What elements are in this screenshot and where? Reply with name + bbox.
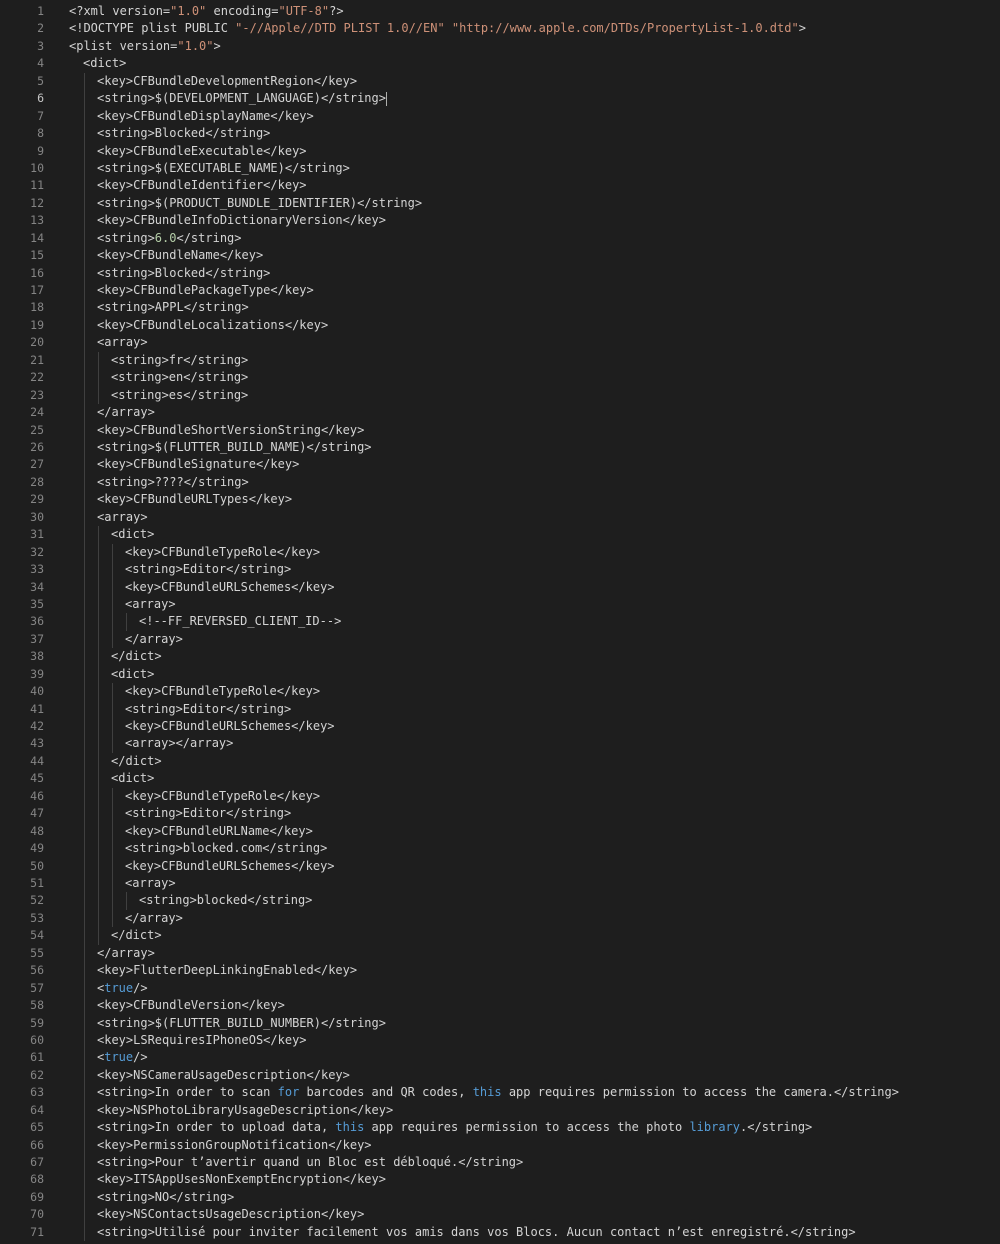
code-line[interactable] [97,1067,350,1084]
code-token: ?> [329,4,344,18]
code-line[interactable] [125,631,183,648]
line-number: 17 [30,283,44,298]
line-number: 61 [30,1050,44,1065]
code-line[interactable] [125,544,320,561]
code-token: "1.0" [170,4,207,18]
line-number: 50 [30,858,44,873]
code-token: <string>Editor</string> [125,806,292,821]
line-number: 44 [30,753,44,768]
code-token: <string>blocked</string> [139,893,313,908]
code-token: 6.0 [154,230,177,245]
code-token [445,21,452,35]
code-token: <string>NO</string> [97,1189,235,1204]
code-token: <key>CFBundleIdentifier</key> [97,178,307,193]
line-number: 59 [30,1015,44,1030]
code-line[interactable] [97,1206,364,1223]
code-line[interactable] [97,1049,148,1066]
code-token: <key>CFBundleLocalizations</key> [97,317,329,332]
code-token: <string>$(DEVELOPMENT_LANGUAGE)</string> [97,91,386,106]
code-token: .</string> [740,1120,813,1135]
code-line[interactable] [97,1189,234,1206]
line-number: 62 [30,1067,44,1082]
code-line[interactable] [69,38,221,55]
code-token: for [277,1085,300,1100]
code-token: <dict> [111,771,155,786]
code-line[interactable] [97,422,364,439]
code-token: </dict> [111,649,162,664]
code-token: > [798,21,806,36]
line-number: 18 [30,300,44,315]
code-token: <string>$(PRODUCT_BUNDLE_IDENTIFIER)</string> [97,195,423,210]
code-token: <key>LSRequiresIPhoneOS</key> [97,1032,307,1047]
line-number: 4 [37,56,44,71]
code-token: < [97,980,105,995]
code-line[interactable] [125,910,183,927]
code-token: <key>CFBundleTypeRole</key> [125,788,321,803]
code-token: true [104,1050,134,1065]
code-token: <string>????</string> [97,474,249,489]
code-token: <string>Pour t’avertir quand un Bloc est débloqué.</string> [97,1155,524,1170]
code-line[interactable] [111,387,248,404]
code-line[interactable] [125,718,335,735]
code-token: <dict> [111,666,155,681]
code-line[interactable] [97,1119,812,1136]
code-token: <key>CFBundleTypeRole</key> [125,544,321,559]
code-line[interactable] [97,1171,386,1188]
code-line[interactable] [97,177,307,194]
line-number: 70 [30,1207,44,1222]
line-number: 21 [30,352,44,367]
line-number: 42 [30,719,44,734]
code-token: <array> [97,335,148,350]
indent-guide [126,892,127,909]
line-number: 71 [30,1224,44,1239]
code-token: /> [133,1050,148,1065]
code-line[interactable] [97,73,357,90]
code-token: <array> [125,876,176,890]
line-number: 10 [30,160,44,175]
code-token: app requires permission to access the photo [364,1120,690,1135]
code-line[interactable] [97,509,148,526]
line-number: 33 [30,562,44,577]
code-token: </dict> [111,753,162,768]
code-line[interactable] [97,1032,307,1049]
code-line[interactable] [97,282,314,299]
line-number: 25 [30,422,44,437]
code-line[interactable] [97,1015,386,1032]
code-line[interactable] [97,456,299,473]
code-token: <array> [97,509,148,524]
code-token: <key>CFBundleDisplayName</key> [97,108,314,123]
line-number: 5 [37,73,44,88]
indent-guide [98,352,99,404]
line-number: 27 [30,457,44,472]
code-line[interactable] [83,55,126,72]
code-token: <key>CFBundleURLName</key> [125,823,313,838]
code-token: <key>CFBundleTypeRole</key> [125,684,321,699]
code-token: <array> [125,596,176,611]
code-line[interactable] [97,195,422,212]
code-token: <string>$(EXECUTABLE_NAME)</string> [97,160,350,175]
line-number: 30 [30,509,44,524]
line-number: 45 [30,771,44,786]
text-cursor [386,92,387,106]
line-number: 7 [37,108,44,123]
code-token: <array></array> [125,736,234,751]
code-token: <string>$(FLUTTER_BUILD_NAME)</string> [97,440,372,454]
code-token: barcodes and QR codes, [299,1085,473,1100]
code-line[interactable] [125,840,327,857]
code-token: <key>CFBundleExecutable</key> [97,143,307,158]
line-number: 19 [30,317,44,332]
code-token: </array> [97,945,155,960]
code-line[interactable] [125,735,233,752]
code-token: <string>en</string> [111,370,249,385]
code-token: <key>NSContactsUsageDescription</key> [97,1207,365,1222]
code-line[interactable] [111,666,154,683]
line-number: 23 [30,387,44,402]
code-line[interactable] [125,561,291,578]
code-line[interactable] [111,753,162,770]
code-line[interactable] [111,352,248,369]
line-number: 53 [30,910,44,925]
code-token: <string>Blocked</string> [97,265,271,280]
code-line[interactable] [97,317,328,334]
line-number: 34 [30,579,44,594]
line-number: 39 [30,666,44,681]
line-number-gutter [0,0,56,1244]
code-line[interactable] [97,265,270,282]
line-number: 65 [30,1120,44,1135]
code-line[interactable] [97,247,263,264]
code-line[interactable] [69,3,344,20]
code-token: <key>CFBundleSignature</key> [97,457,300,472]
code-token: app requires permission to access the camera.</string> [501,1085,899,1100]
code-token: </array> [125,631,183,646]
code-line[interactable] [111,927,162,944]
code-line[interactable] [97,90,387,107]
code-token: <string>In order to upload data, [97,1120,336,1135]
line-number: 2 [37,21,44,36]
code-token: <string>$(FLUTTER_BUILD_NUMBER)</string> [97,1015,386,1030]
code-line[interactable] [125,701,291,718]
code-token: <string> [97,230,155,245]
line-number: 8 [37,126,44,141]
code-token: <string>Blocked</string> [97,126,271,141]
code-token: </array> [125,910,183,925]
code-line[interactable] [97,491,292,508]
code-token: <key>PermissionGroupNotification</key> [97,1137,372,1152]
line-number: 51 [30,876,44,890]
line-number: 22 [30,370,44,385]
code-line[interactable] [111,526,154,543]
code-token: "http://www.apple.com/DTDs/PropertyList-1.0.dtd" [451,21,799,36]
code-line[interactable] [97,230,242,247]
line-number: 41 [30,701,44,716]
code-line[interactable] [97,962,357,979]
code-token: <key>CFBundleDevelopmentRegion</key> [97,73,358,88]
line-number: 20 [30,335,44,350]
line-number: 57 [30,980,44,995]
code-token: library [689,1120,741,1135]
line-number: 66 [30,1137,44,1152]
line-number: 1 [37,4,44,18]
code-token: <string>es</string> [111,387,249,402]
code-token: true [104,980,134,995]
line-number: 26 [30,440,44,454]
indent-guide [112,683,113,753]
code-token: "-//Apple//DTD PLIST 1.0//EN" [235,21,445,36]
code-token: <dict> [83,56,127,71]
code-token: this [472,1085,502,1100]
line-number: 29 [30,492,44,507]
code-line[interactable] [97,945,155,962]
code-line[interactable] [97,125,270,142]
code-line[interactable] [97,474,249,491]
code-token: /> [133,980,148,995]
code-token: <!DOCTYPE plist PUBLIC [69,21,236,36]
line-number: 6 [37,91,44,106]
line-number: 15 [30,248,44,263]
line-number: 69 [30,1189,44,1204]
code-token: "UTF-8" [278,4,330,18]
line-number: 38 [30,649,44,664]
code-token: <!--FF_REVERSED_CLIENT_ID--> [139,614,342,629]
code-line[interactable] [125,579,335,596]
line-number: 60 [30,1032,44,1047]
code-token: <string>Editor</string> [125,562,292,577]
code-line[interactable] [69,20,806,37]
line-number: 24 [30,405,44,420]
line-number: 31 [30,527,44,542]
line-number: 32 [30,544,44,559]
code-token: </dict> [111,928,162,943]
line-number: 36 [30,614,44,629]
code-token: <plist version= [69,38,178,53]
line-number: 58 [30,998,44,1013]
indent-guide [112,788,113,928]
code-token: <key>CFBundleURLSchemes</key> [125,858,335,873]
code-line[interactable] [97,1102,393,1119]
line-number: 47 [30,806,44,821]
line-number: 67 [30,1155,44,1170]
code-token: < [97,1050,105,1065]
code-token: <string>In order to scan [97,1085,278,1100]
code-token: <key>FlutterDeepLinkingEnabled</key> [97,963,358,978]
code-token: <string>Utilisé pour inviter facilement vos amis dans vos Blocs. Aucun contact n’est enregistré.</string> [97,1224,856,1239]
code-line[interactable] [97,212,386,229]
line-number: 13 [30,213,44,228]
code-token: this [335,1120,365,1135]
code-token: <key>CFBundlePackageType</key> [97,283,314,298]
indent-guide [84,73,85,1241]
code-line[interactable] [97,1154,523,1171]
line-number: 35 [30,596,44,611]
line-number: 43 [30,736,44,751]
code-line[interactable] [125,875,176,892]
code-token: <key>ITSAppUsesNonExemptEncryption</key> [97,1172,386,1187]
code-token: "1.0" [177,38,214,53]
code-token: <key>CFBundleURLSchemes</key> [125,579,335,594]
line-number: 28 [30,474,44,489]
code-line[interactable] [125,683,320,700]
code-line[interactable] [125,823,313,840]
indent-guide [98,526,99,945]
code-token: </string> [176,230,242,245]
code-token: <key>NSCameraUsageDescription</key> [97,1067,350,1082]
code-area[interactable] [69,0,994,1244]
line-number: 49 [30,841,44,856]
line-number: 3 [37,38,44,53]
code-line[interactable] [97,1224,856,1241]
code-line[interactable] [97,143,307,160]
line-number: 12 [30,195,44,210]
code-token: <string>fr</string> [111,352,249,367]
line-number: 56 [30,963,44,978]
code-line[interactable] [97,439,372,456]
code-line[interactable] [97,1084,899,1101]
code-line[interactable] [125,596,176,613]
code-line[interactable] [97,980,148,997]
code-line[interactable] [125,858,335,875]
code-line[interactable] [97,997,285,1014]
code-line[interactable] [125,788,320,805]
code-line[interactable] [111,770,154,787]
code-token: encoding= [206,4,279,18]
code-token: <key>CFBundleURLSchemes</key> [125,719,335,734]
code-token: <string>blocked.com</string> [125,841,328,856]
code-token: <string>APPL</string> [97,300,249,315]
code-line[interactable] [139,892,312,909]
line-number: 48 [30,823,44,838]
code-line[interactable] [97,334,148,351]
code-token: <key>CFBundleURLTypes</key> [97,492,293,507]
line-number: 68 [30,1172,44,1187]
code-line[interactable] [97,404,155,421]
line-number: 9 [37,143,44,158]
code-token: <key>CFBundleShortVersionString</key> [97,422,365,437]
code-line[interactable] [125,805,291,822]
line-number: 14 [30,230,44,245]
indent-guide [126,613,127,630]
line-number: 11 [30,178,44,193]
code-line[interactable] [111,648,162,665]
line-number: 55 [30,945,44,960]
code-token: <key>CFBundleVersion</key> [97,998,285,1013]
code-token: <string>Editor</string> [125,701,292,716]
code-token: <?xml version= [69,4,171,18]
code-token: <dict> [111,527,155,542]
code-line[interactable] [97,108,314,125]
code-token: <key>CFBundleName</key> [97,248,264,263]
line-number: 54 [30,928,44,943]
line-number: 46 [30,788,44,803]
line-number: 63 [30,1085,44,1100]
line-number: 52 [30,893,44,908]
line-number: 16 [30,265,44,280]
line-number: 64 [30,1102,44,1117]
code-line[interactable] [97,1137,372,1154]
code-line[interactable] [97,160,350,177]
code-token: </array> [97,405,155,420]
code-token: <key>NSPhotoLibraryUsageDescription</key> [97,1102,394,1117]
indent-guide [112,544,113,649]
line-number: 40 [30,684,44,699]
code-line[interactable] [139,613,341,630]
code-line[interactable] [111,369,248,386]
code-token: > [213,38,221,53]
line-number: 37 [30,631,44,646]
code-line[interactable] [97,299,249,316]
code-token: <key>CFBundleInfoDictionaryVersion</key> [97,213,386,228]
